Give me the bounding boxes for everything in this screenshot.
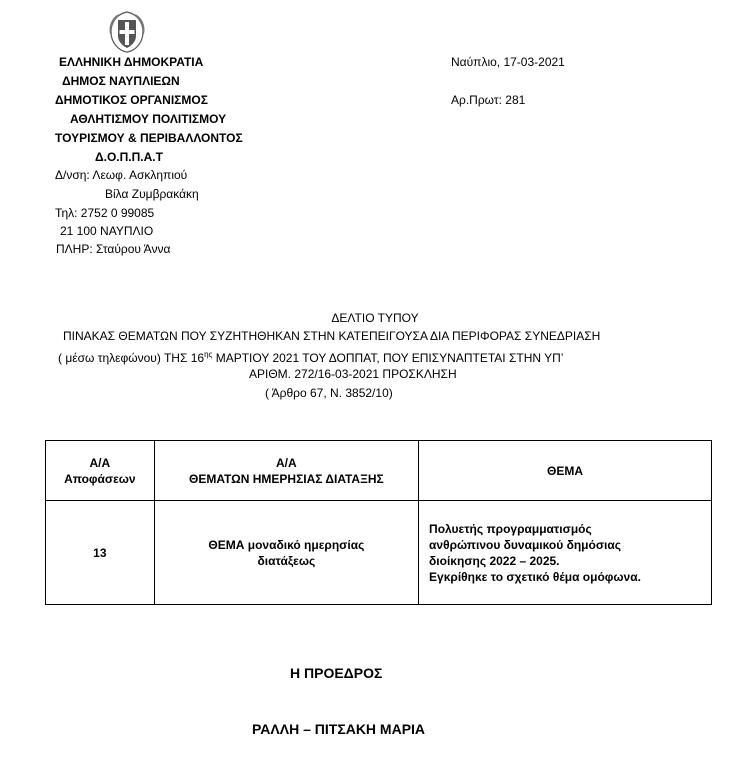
doc-law-ref: ( Άρθρο 67, Ν. 3852/10) (265, 386, 393, 400)
doc-subtitle-2a: ( μέσω τηλεφώνου) ΤΗΣ 16 (58, 351, 205, 365)
topic-line-3: διοίκησης 2022 – 2025. (429, 553, 560, 568)
topic-line-1: Πολυετής προγραμματισμός (429, 521, 592, 536)
header-organization-2: ΑΘΛΗΤΙΣΜΟΥ ΠΟΛΙΤΙΣΜΟΥ (70, 112, 227, 126)
header-organization-3: ΤΟΥΡΙΣΜΟΥ & ΠΕΡΙΒΑΛΛΟΝΤΟΣ (55, 131, 243, 145)
agenda-table (45, 440, 712, 605)
doc-subtitle-sup: ης (204, 350, 213, 359)
header-country: ΕΛΛΗΝΙΚΗ ΔΗΜΟΚΡΑΤΙΑ (59, 55, 204, 69)
decision-number: 13 (46, 501, 155, 605)
header-organization: ΔΗΜΟΤΙΚΟΣ ΟΡΓΑΝΙΣΜΟΣ (55, 93, 208, 107)
table-row (46, 501, 712, 605)
agenda-item-b: διατάξεως (257, 553, 316, 568)
topic-line-2: ανθρώπινου δυναμικού δημόσιας (429, 537, 622, 552)
protocol-number: Αρ.Πρωτ: 281 (451, 93, 526, 107)
header-agenda-no (154, 441, 418, 501)
header-address-2: Βίλα Ζυμβρακάκη (105, 187, 199, 201)
agenda-item-a: ΘΕΜΑ μοναδικό ημερησίας (208, 537, 365, 552)
header-agenda-no-b: ΘΕΜΑΤΩΝ ΗΜΕΡΗΣΙΑΣ ΔΙΑΤΑΞΗΣ (189, 471, 384, 486)
doc-subtitle-2b: ΜΑΡΤΙΟΥ 2021 ΤΟΥ ΔΟΠΠΑΤ, ΠΟΥ ΕΠΙΣΥΝΑΠΤΕΤΑΙ ΣΤΗΝ ΥΠ’ (212, 351, 564, 365)
header-decision-no (46, 441, 155, 501)
doc-subtitle: ΠΙΝΑΚΑΣ ΘΕΜΑΤΩΝ ΠΟΥ ΣΥΖΗΤΗΘΗΚΑΝ ΣΤΗΝ ΚΑΤΕΠΕΙΓΟΥΣΑ ΔΙΑ ΠΕΡΙΦΟΡΑΣ ΣΥΝΕΔΡΙΑΣΗ (63, 329, 601, 343)
signatory-role: Η ΠΡΟΕΔΡΟΣ (290, 665, 383, 681)
header-decision-no-a: Α/Α (89, 455, 111, 470)
header-municipality: ΔΗΜΟΣ ΝΑΥΠΛΙΕΩΝ (62, 74, 180, 88)
greek-coat-of-arms-icon (103, 8, 151, 56)
topic-line-4: Εγκρίθηκε το σχετικό θέμα ομόφωνα. (429, 569, 641, 584)
place-date: Ναύπλιο, 17-03-2021 (451, 55, 565, 69)
header-address: Δ/νση: Λεωφ. Ασκληπιού (55, 168, 188, 182)
header-decision-no-b: Αποφάσεων (64, 471, 136, 486)
header-postcode: 21 100 ΝΑΥΠΛΙΟ (60, 224, 154, 238)
header-contact: ΠΛΗΡ: Σταύρου Άννα (56, 242, 171, 256)
header-acronym: Δ.Ο.Π.Π.Α.Τ (95, 150, 163, 164)
table-header-row (46, 441, 712, 501)
doc-title: ΔΕΛΤΙΟ ΤΥΠΟΥ (331, 311, 419, 325)
topic-cell (419, 501, 712, 605)
header-phone: Τηλ: 2752 0 99085 (55, 206, 155, 220)
agenda-item (154, 501, 418, 605)
doc-subtitle-2 (58, 347, 563, 366)
header-topic: ΘΕΜΑ (419, 441, 712, 501)
signatory-name: ΡΑΛΛΗ – ΠΙΤΣΑΚΗ ΜΑΡΙΑ (252, 721, 426, 737)
doc-invitation-ref: ΑΡΙΘΜ. 272/16-03-2021 ΠΡΟΣΚΛΗΣΗ (249, 367, 457, 381)
header-agenda-no-a: Α/Α (276, 455, 297, 470)
